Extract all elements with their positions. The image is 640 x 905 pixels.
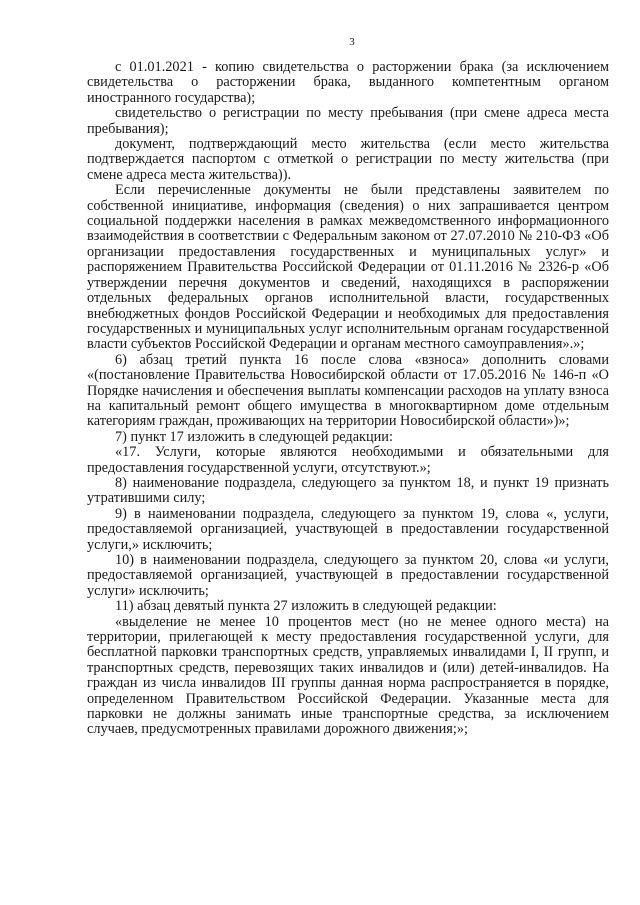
paragraph-interagency-request: Если перечисленные документы не были представлены заявителем по собственной инициативе, информация (сведения) о них запрашивается центром социальной поддержки населения в рамках межведомственного информационного взаимодействия в соответствии с Федеральным законом от 27.07.2010 № 210-ФЗ «Об организации предоставления государственных и муниципальных услуг» и распоряжением Правительства Российской Федерации от 01.11.2016 № 2326-р «Об утверждении перечня документов и сведений, находящихся в распоряжении отдельных федеральных органов исполнительной власти, государственных внебюджетных фондов Российской Федерации и необходимых для предоставления государственных и муниципальных услуг исполнительным органам государственной власти субъектов Российской Федерации и органам местного самоуправления».»;	[87, 182, 609, 353]
paragraph-item-6: 6) абзац третий пункта 16 после слова «взноса» дополнить словами «(постановление Правительства Новосибирской области от 17.05.2016 № 146-п «О Порядке начисления и обеспечения выплаты компенсации расходов на уплату взноса на капитальный ремонт общего имущества в многоквартирном доме отдельным категориям граждан, проживающих на территории Новосибирской области»)»;	[87, 351, 609, 430]
paragraph-parking-clause: «выделение не менее 10 процентов мест (но не менее одного места) на территории, прилегающей к месту предоставления государственной услуги, для бесплатной парковки транспортных средств, управляемых инвалидами I, II групп, и транспортных средств, перевозящих таких инвалидов и (или) детей-инвалидов. На граждан из числа инвалидов III группы данная норма распространяется в порядке, определенном Правительством Российской Федерации. Указанные места для парковки не должны занимать иные транспортные средства, за исключением случаев, предусмотренных правилами дорожного движения;»;	[87, 613, 609, 738]
document-page	[87, 36, 609, 738]
paragraph-divorce-certificate: с 01.01.2021 - копию свидетельства о расторжении брака (за исключением свидетельства о расторжении брака, выданного компетентным органом иностранного государства);	[87, 59, 609, 106]
paragraph-clause-17: «17. Услуги, которые являются необходимыми и обязательными для предоставления государственной услуги, отсутствуют.»;	[87, 444, 609, 476]
paragraph-stay-registration: свидетельство о регистрации по месту пребывания (при смене адреса места пребывания);	[87, 105, 609, 137]
paragraph-item-8: 8) наименование подраздела, следующего за пунктом 18, и пункт 19 признать утратившими силу;	[87, 474, 609, 507]
page-number: 3	[349, 36, 355, 48]
paragraph-residence-document: документ, подтверждающий место жительства (если место жительства подтверждается паспортом с отметкой о регистрации по месту жительства (при смене адреса места жительства)).	[87, 136, 609, 183]
paragraph-item-11: 11) абзац девятый пункта 27 изложить в следующей редакции:	[115, 598, 497, 615]
paragraph-item-9: 9) в наименовании подраздела, следующего за пунктом 19, слова «, услуги, предоставляемой организацией, участвующей в предоставлении государственной услуги,» исключить;	[87, 505, 609, 553]
paragraph-item-10: 10) в наименовании подраздела, следующего за пунктом 20, слова «и услуги, предоставляемой организацией, участвующей в предоставлении государственной услуги» исключить;	[87, 552, 609, 599]
document-body	[87, 60, 609, 738]
paragraph-item-7: 7) пункт 17 изложить в следующей редакции:	[115, 428, 393, 445]
